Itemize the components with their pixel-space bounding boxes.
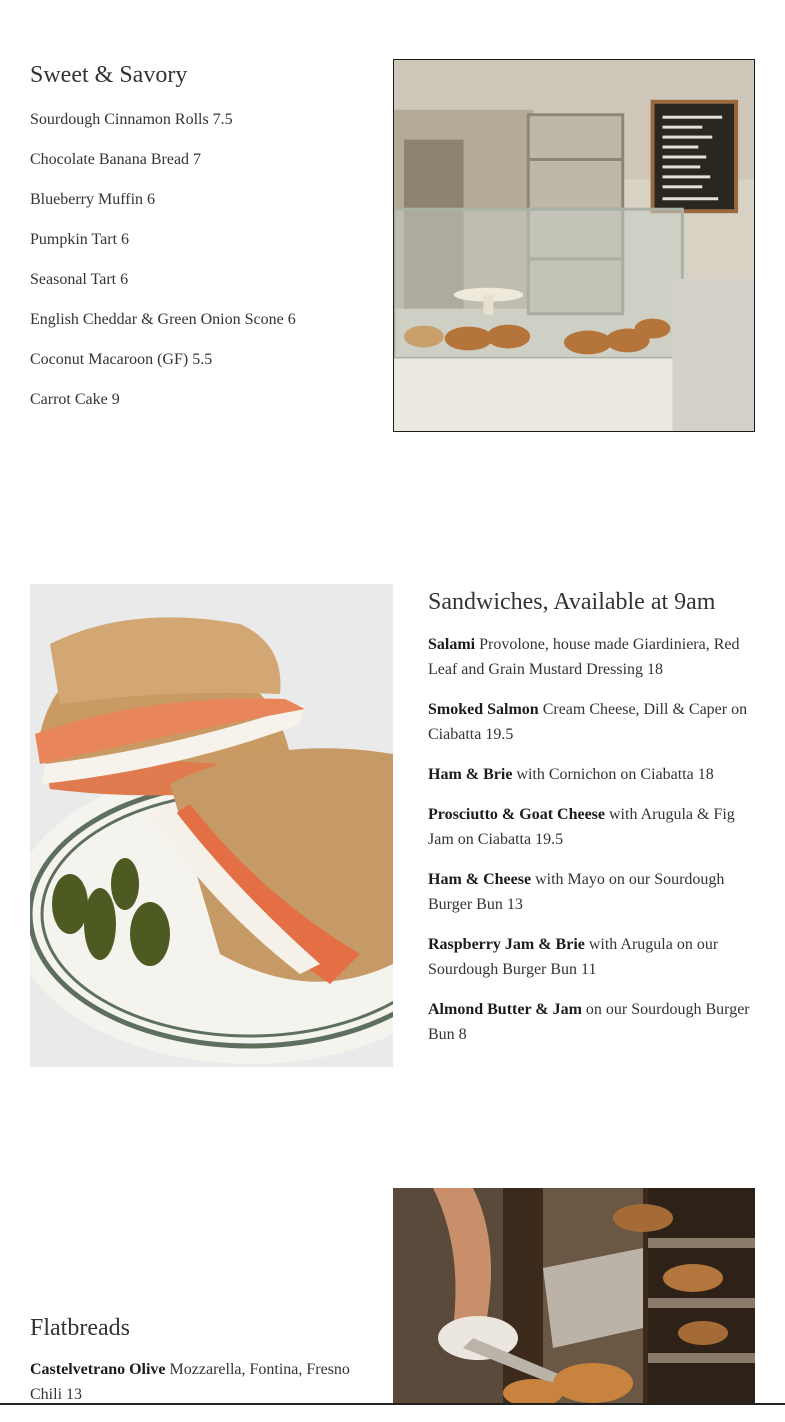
menu-item <box>30 1357 360 1407</box>
sandwiches-heading: Sandwiches, Available at 9am <box>428 589 716 615</box>
menu-item-desc: Cream Cheese, Dill & Caper on Ciabatta 19.5 <box>428 701 748 743</box>
menu-item-name: Prosciutto & Goat Cheese <box>428 806 605 823</box>
menu-item <box>428 932 758 982</box>
menu-item-name: Castelvetrano Olive <box>30 1361 166 1378</box>
menu-item: Seasonal Tart 6 <box>30 271 129 288</box>
sandwiches-list <box>428 632 758 1062</box>
menu-item <box>428 802 758 852</box>
menu-item-desc: with Arugula & Fig Jam on Ciabatta 19.5 <box>428 806 735 848</box>
bakery-counter-photo <box>393 59 755 432</box>
sandwiches-section <box>0 560 785 1080</box>
flatbreads-list <box>30 1357 360 1422</box>
menu-item-name: Raspberry Jam & Brie <box>428 936 585 953</box>
menu-item-name: Ham & Brie <box>428 766 513 783</box>
menu-item-desc: with Cornichon on Ciabatta 18 <box>512 766 714 783</box>
menu-item-name: Almond Butter & Jam <box>428 1001 582 1018</box>
menu-item: Pumpkin Tart 6 <box>30 231 130 248</box>
menu-item <box>428 632 758 682</box>
menu-item: Blueberry Muffin 6 <box>30 191 156 208</box>
menu-item-name: Ham & Cheese <box>428 871 532 888</box>
menu-item: Coconut Macaroon (GF) 5.5 <box>30 351 213 368</box>
sweet-savory-list <box>30 100 296 420</box>
menu-item-desc: with Arugula on our Sourdough Burger Bun 11 <box>428 936 719 978</box>
menu-item-name: Salami <box>428 636 476 653</box>
menu-item-desc: Mozzarella, Fontina, Fresno Chili 13 <box>30 1361 350 1403</box>
menu-item: Sourdough Cinnamon Rolls 7.5 <box>30 111 233 128</box>
menu-item <box>428 762 758 787</box>
menu-item <box>428 997 758 1047</box>
flatbreads-heading: Flatbreads <box>30 1315 130 1341</box>
menu-item <box>428 867 758 917</box>
menu-item: English Cheddar & Green Onion Scone 6 <box>30 311 296 328</box>
menu-item-desc: Provolone, house made Giardiniera, Red Leaf and Grain Mustard Dressing 18 <box>428 636 740 678</box>
menu-item-desc: with Mayo on our Sourdough Burger Bun 13 <box>428 871 725 913</box>
menu-item-name: Smoked Salmon <box>428 701 539 718</box>
sweet-savory-heading: Sweet & Savory <box>30 62 188 88</box>
menu-item-desc: on our Sourdough Burger Bun 8 <box>428 1001 750 1043</box>
menu-item: Carrot Cake 9 <box>30 391 120 408</box>
flatbread-oven-photo <box>393 1188 755 1405</box>
menu-item: Chocolate Banana Bread 7 <box>30 151 202 168</box>
menu-item <box>428 697 758 747</box>
